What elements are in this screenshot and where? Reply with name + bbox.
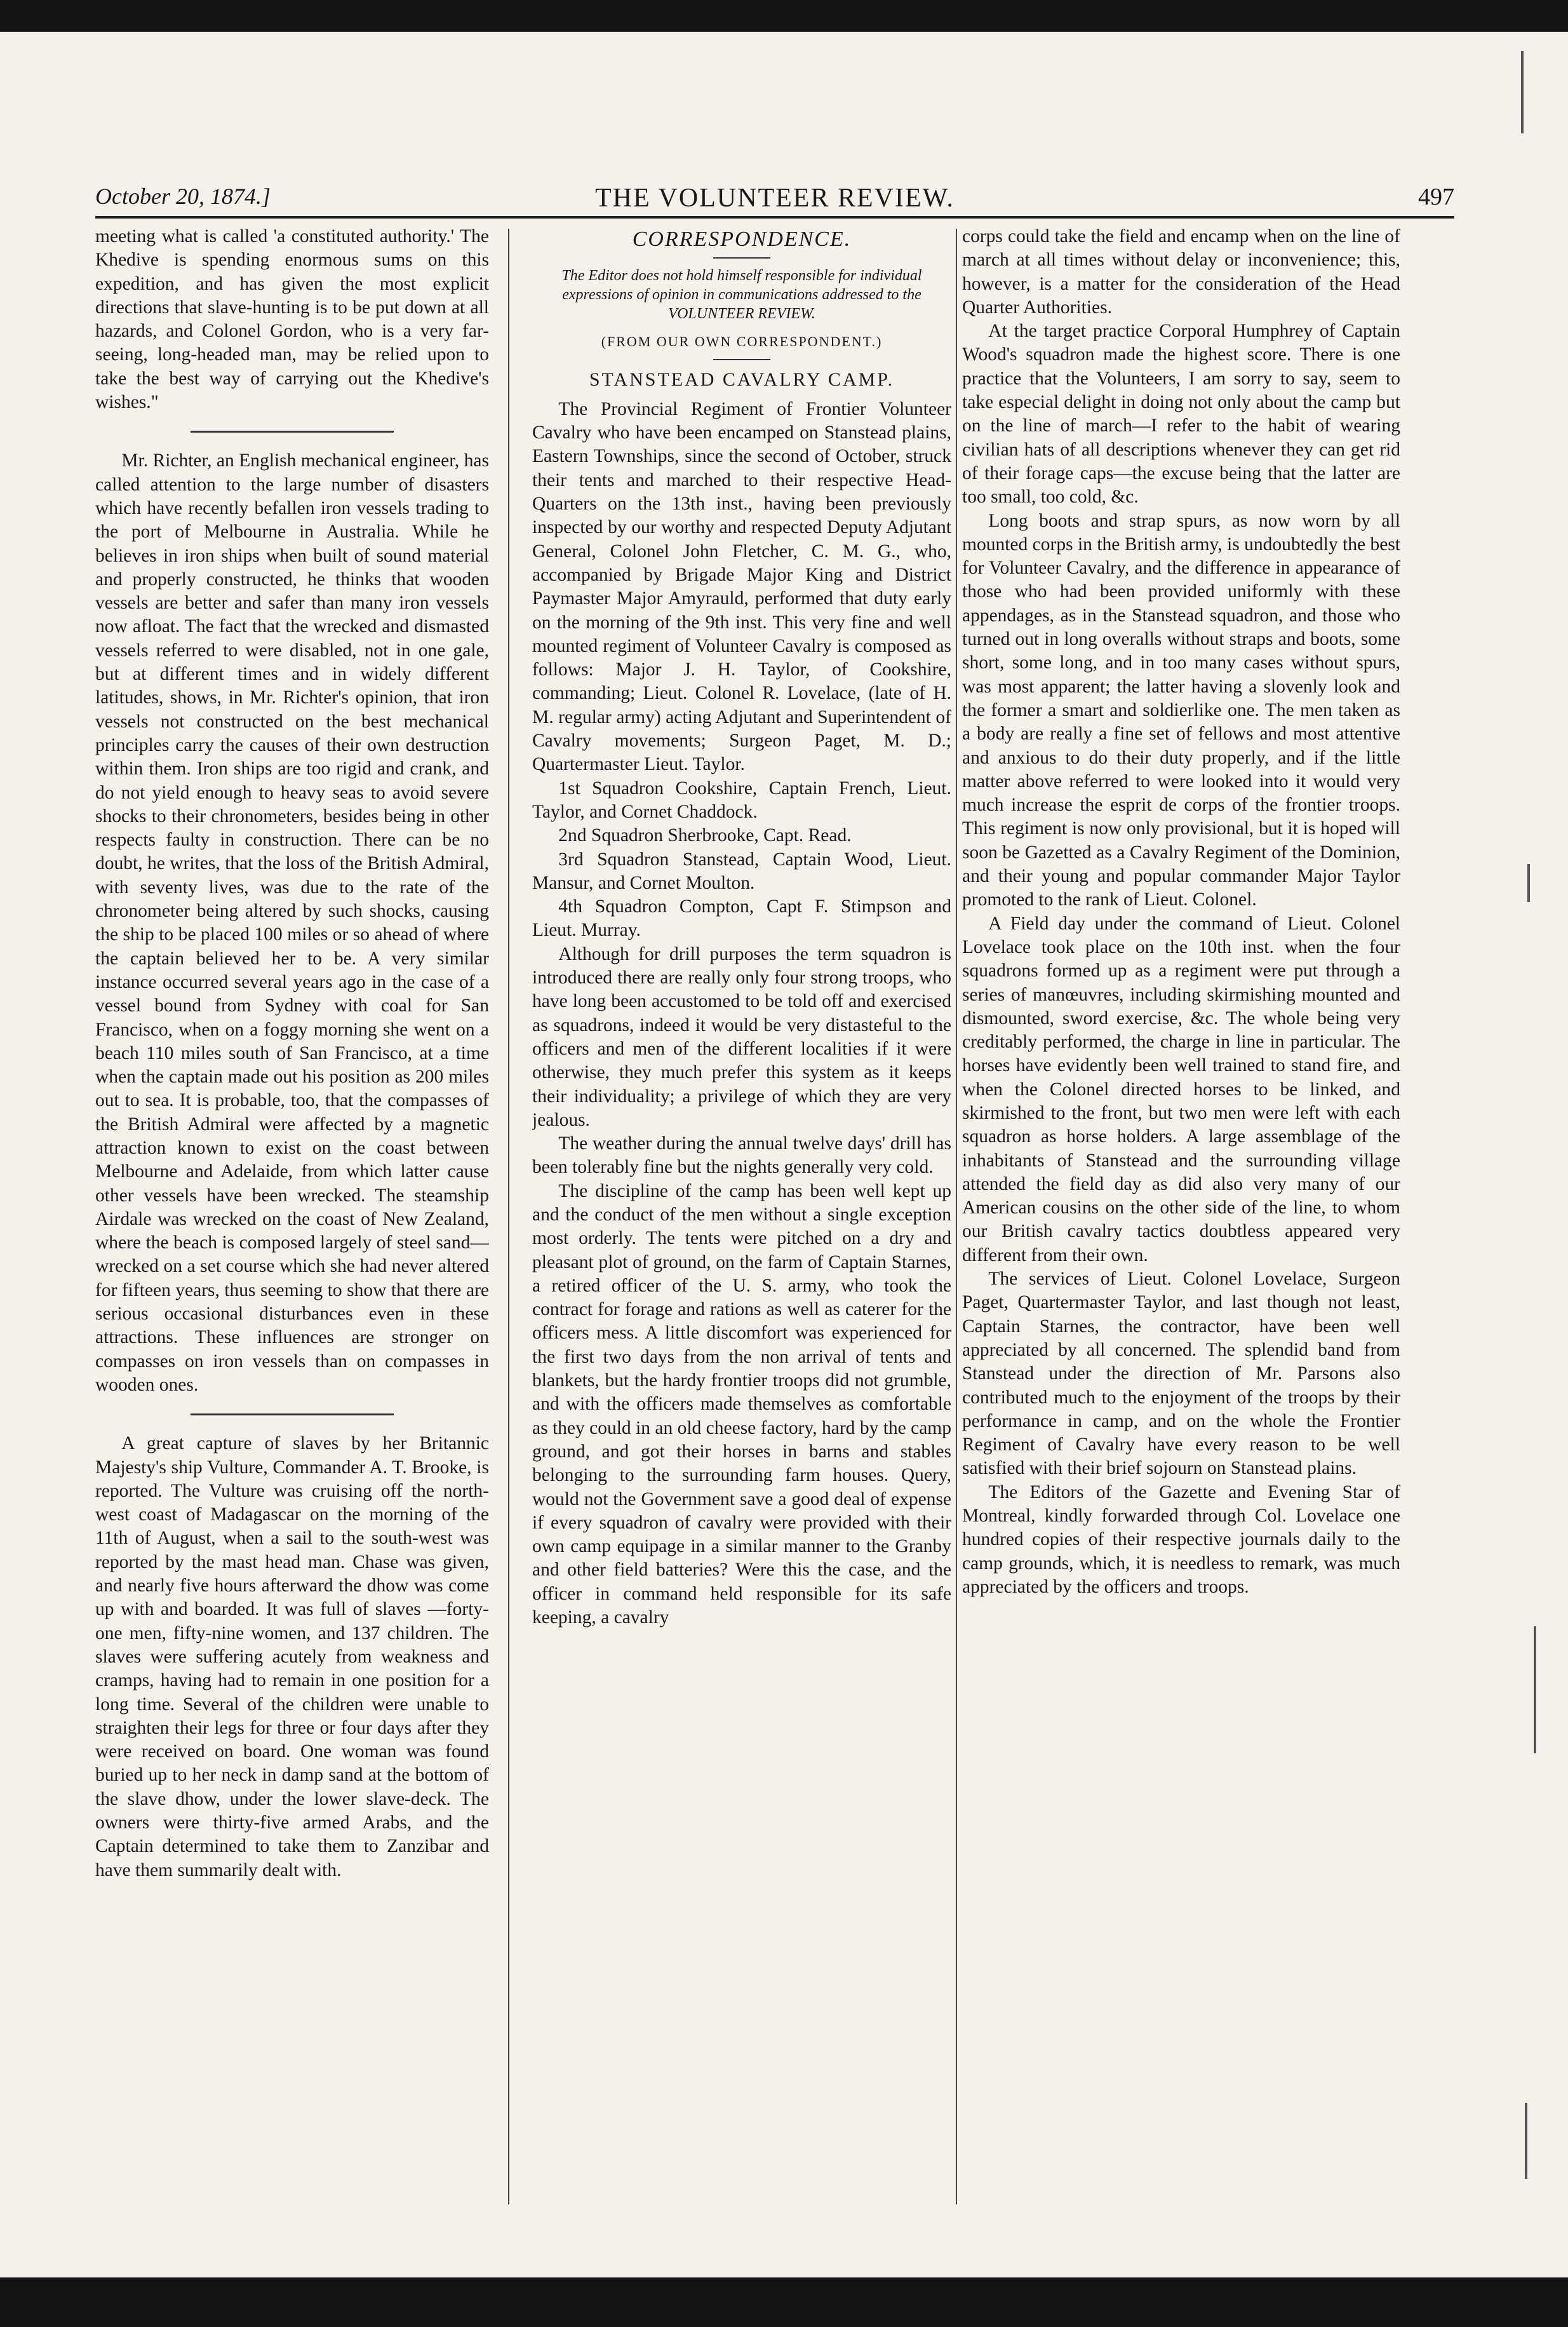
scan-border-bottom xyxy=(0,2277,1568,2327)
scan-margin-marks xyxy=(1521,38,1559,2262)
page-header xyxy=(95,183,1454,219)
paragraph: The services of Lieut. Colonel Lovelace, Surgeon Paget, Quartermaster Taylor, and last though not least, Captain Starnes, the contractor, have been well appreciated by all concerned. The splendid band from Stanstead under the direction of Mr. Parsons also contributed much to the enjoyment of the troops by their performance in camp, and on the whole the Frontier Regiment of Cavalry have every reason to be well satisfied with their brief sojourn on Stanstead plains. xyxy=(962,1269,1400,1479)
article-separator xyxy=(191,431,394,433)
column-3 xyxy=(962,225,1400,2264)
article-separator xyxy=(191,1413,394,1415)
paragraph: 2nd Squadron Sherbrooke, Capt. Read. xyxy=(558,825,852,846)
paragraph: A Field day under the command of Lieut. Colonel Lovelace took place on the 10th inst. when the four squadrons formed up as a regiment were put through a series of manœuvres, including skirmishing mounted and dismounted, sword exercise, &c. The whole being very creditably performed, the charge in line in particular. The horses have evidently been well trained to stand fire, and when the Colonel directed horses to be linked, and skirmished to the front, but two men were left with each squadron as horse holders. A large assemblage of the inhabitants of Stanstead and the surrounding village attended the field day as did also very many of our American cousins on the other side of the line, to whom our British cavalry tactics doubtless appeared very different from their own. xyxy=(962,913,1400,1265)
header-rule xyxy=(95,216,1454,219)
scan-border-top xyxy=(0,0,1568,32)
paragraph: At the target practice Corporal Humphrey of Captain Wood's squadron made the highest score. There is one practice that the Volunteers, I am sorry to say, seem to take especial delight in doing not only about the camp but on the line of march—I refer to the habit of wearing civilian hats of all descriptions whenever they can get rid of their forage caps—the excuse being that the latter are too small, too cold, &c. xyxy=(962,321,1400,508)
editor-disclaimer: The Editor does not hold himself responsible for individual expressions of opinion in communications addressed to the VOLUNTEER REVIEW. xyxy=(561,267,922,323)
column-1 xyxy=(95,225,489,2264)
column-rule-2 xyxy=(956,229,957,2204)
column-rule-1 xyxy=(508,229,509,2204)
column-2 xyxy=(532,225,951,2264)
correspondent-line: (FROM OUR OWN CORRESPONDENT.) xyxy=(601,334,883,350)
richter-article: Mr. Richter, an English mechanical engineer, has called attention to the large number of disasters which have recently befallen iron vessels trading to the port of Melbourne in Australia. While he believes in iron ships when built of sound material and properly constructed, he thinks that wooden vessels are better and safer than many iron vessels now afloat. The fact that the wrecked and dismasted vessels referred to were disabled, not in one gale, but at different times and in widely different latitudes, shows, in Mr. Richter's opinion, that iron vessels not constructed on the best mechanical principles carry the causes of their own destruction within them. Iron ships are too rigid and crank, and do not yield enough to heavy seas to avoid severe shocks to their chronometers, besides being in other respects faulty in construction. There can be no doubt, he writes, that the loss of the British Admiral, with seventy lives, was due to the rate of the chronometer being altered by such shocks, causing the ship to be placed 100 miles or so ahead of where the captain believed her to be. A very similar instance occurred several years ago in the case of a vessel bound from Sydney with coal for San Francisco, when on a foggy morning she went on a beach 110 miles south of San Francisco, at a time when the captain made out his position as 200 miles out to sea. It is probable, too, that the compasses of the British Admiral were affected by a magnetic attraction known to exist on the coast between Melbourne and Adelaide, from which latter cause other vessels have been wrecked. The steamship Airdale was wrecked on the coast of New Zealand, where the beach is composed largely of steel sand—wrecked on a set course which she had never altered for fifteen years, thus seeming to show that there are serious occasional disturbances even in these attractions. These influences are stronger on compasses on iron vessels than on compasses in wooden ones. xyxy=(95,450,489,1395)
page-number: 497 xyxy=(1418,184,1454,210)
paragraph: The weather during the annual twelve days' drill has been tolerably fine but the nights generally very cold. xyxy=(532,1133,951,1178)
paragraph: corps could take the field and encamp when on the line of march at all times without delay or inconvenience; this, however, is a matter for the consideration of the Head Quarter Authorities. xyxy=(962,226,1400,318)
paragraph: 4th Squadron Compton, Capt F. Stimpson and Lieut. Murray. xyxy=(532,896,951,941)
article-subheading: STANSTEAD CAVALRY CAMP. xyxy=(589,368,895,390)
section-heading: CORRESPONDENCE. xyxy=(632,227,852,251)
paragraph: 1st Squadron Cookshire, Captain French, Lieut. Taylor, and Cornet Chaddock. xyxy=(532,778,951,822)
paragraph: Long boots and strap spurs, as now worn by all mounted corps in the British army, is undoubtedly the best for Volunteer Cavalry, and the difference in appearance of those who had been provided uniformly with these appendages, as in the Stanstead squadron, and those who turned out in long overalls without straps and boots, some short, some long, and in too many cases without spurs, was most apparent; the latter having a slovenly look and the former a smart and soldierlike one. The men taken as a body are really a fine set of fellows and most attentive and anxious to do their duty properly, and if the little matter above referred to were looked into it would very much increase the esprit de corps of the frontier troops. This regiment is now only provisional, but it is hoped will soon be Gazetted as a Cavalry Regiment of the Dominion, and their young and popular commander Major Taylor promoted to the rank of Lieut. Colonel. xyxy=(962,510,1400,910)
paragraph: The discipline of the camp has been well kept up and the conduct of the men without a single exception most orderly. The tents were pitched on a dry and pleasant plot of ground, on the farm of Captain Starnes, a retired officer of the U. S. army, who took the contract for forage and rations as well as caterer for the officers mess. A little discomfort was experienced for the first two days from the non arrival of tents and blankets, but the hardy frontier troops did not grumble, and with the officers made themselves as comfortable as they could in an old cheese factory, hard by the camp ground, and got their horses in barns and stables belonging to the surrounding farm houses. Query, would not the Government save a good deal of expense if every squadron of cavalry were provided with their own camp equipage in a similar manner to the Granby and other field batteries? Were this the case, and the officer in command held responsible for its safe keeping, a cavalry xyxy=(532,1180,951,1628)
issue-date: October 20, 1874.] xyxy=(95,184,271,209)
paragraph: Although for drill purposes the term squadron is introduced there are really only four strong troops, who have long been accustomed to be told off and exercised as squadrons, indeed it would be very distasteful to the officers and men of the different localities if it were otherwise, they much prefer this system as it keeps their individuality; a privilege of which they are very jealous. xyxy=(532,943,951,1130)
khedive-paragraph: meeting what is called 'a constituted authority.' The Khedive is spending enormous sums on this expedition, and has given the most explicit directions that slave-hunting is to be put down at all hazards, and Colonel Gordon, who is a very far-seeing, long-headed man, may be relied upon to take the best way of carrying out the Khedive's wishes." xyxy=(95,226,489,413)
paragraph: The Editors of the Gazette and Evening Star of Montreal, kindly forwarded through Col. Lovelace one hundred copies of their respective journals daily to the camp grounds, which, it is needless to remark, was much appreciated by the officers and troops. xyxy=(962,1481,1400,1597)
short-rule xyxy=(713,359,770,360)
short-rule xyxy=(713,257,770,259)
slave-capture-article: A great capture of slaves by her Britannic Majesty's ship Vulture, Commander A. T. Brooke, is reported. The Vulture was cruising off the north-west coast of Madagascar on the morning of the 11th of August, when a sail to the south-west was reported by the mast head man. Chase was given, and nearly five hours afterward the dhow was come up with and boarded. It was full of slaves —forty-one men, fifty-nine women, and 137 children. The slaves were suffering acutely from weakness and cramps, having had to remain in one position for a long time. Several of the children were unable to straighten their legs for three or four days after they were received on board. One woman was found buried up to her neck in damp sand at the bottom of the slave dhow, under the lower slave-deck. The owners were thirty-five armed Arabs, and the Captain determined to take them to Zanzibar and have them summarily dealt with. xyxy=(95,1433,489,1880)
paragraph: The Provincial Regiment of Frontier Volunteer Cavalry who have been encamped on Stanstead plains, Eastern Townships, since the second of October, struck their tents and marched to their respective Head-Quarters on the 13th inst., having been previously inspected by our worthy and respected Deputy Adjutant General, Colonel John Fletcher, C. M. G., who, accompanied by Brigade Major King and District Paymaster Major Amyrauld, performed that duty early on the morning of the 9th inst. This very fine and well mounted regiment of Volunteer Cavalry is composed as follows: Major J. H. Taylor, of Cookshire, commanding; Lieut. Colonel R. Lovelace, (late of H. M. regular army) acting Adjutant and Superintendent of Cavalry movements; Surgeon Paget, M. D.; Quartermaster Lieut. Taylor. xyxy=(532,398,951,775)
newspaper-title: THE VOLUNTEER REVIEW. xyxy=(595,184,955,213)
paragraph: 3rd Squadron Stanstead, Captain Wood, Lieut. Mansur, and Cornet Moulton. xyxy=(532,849,951,893)
